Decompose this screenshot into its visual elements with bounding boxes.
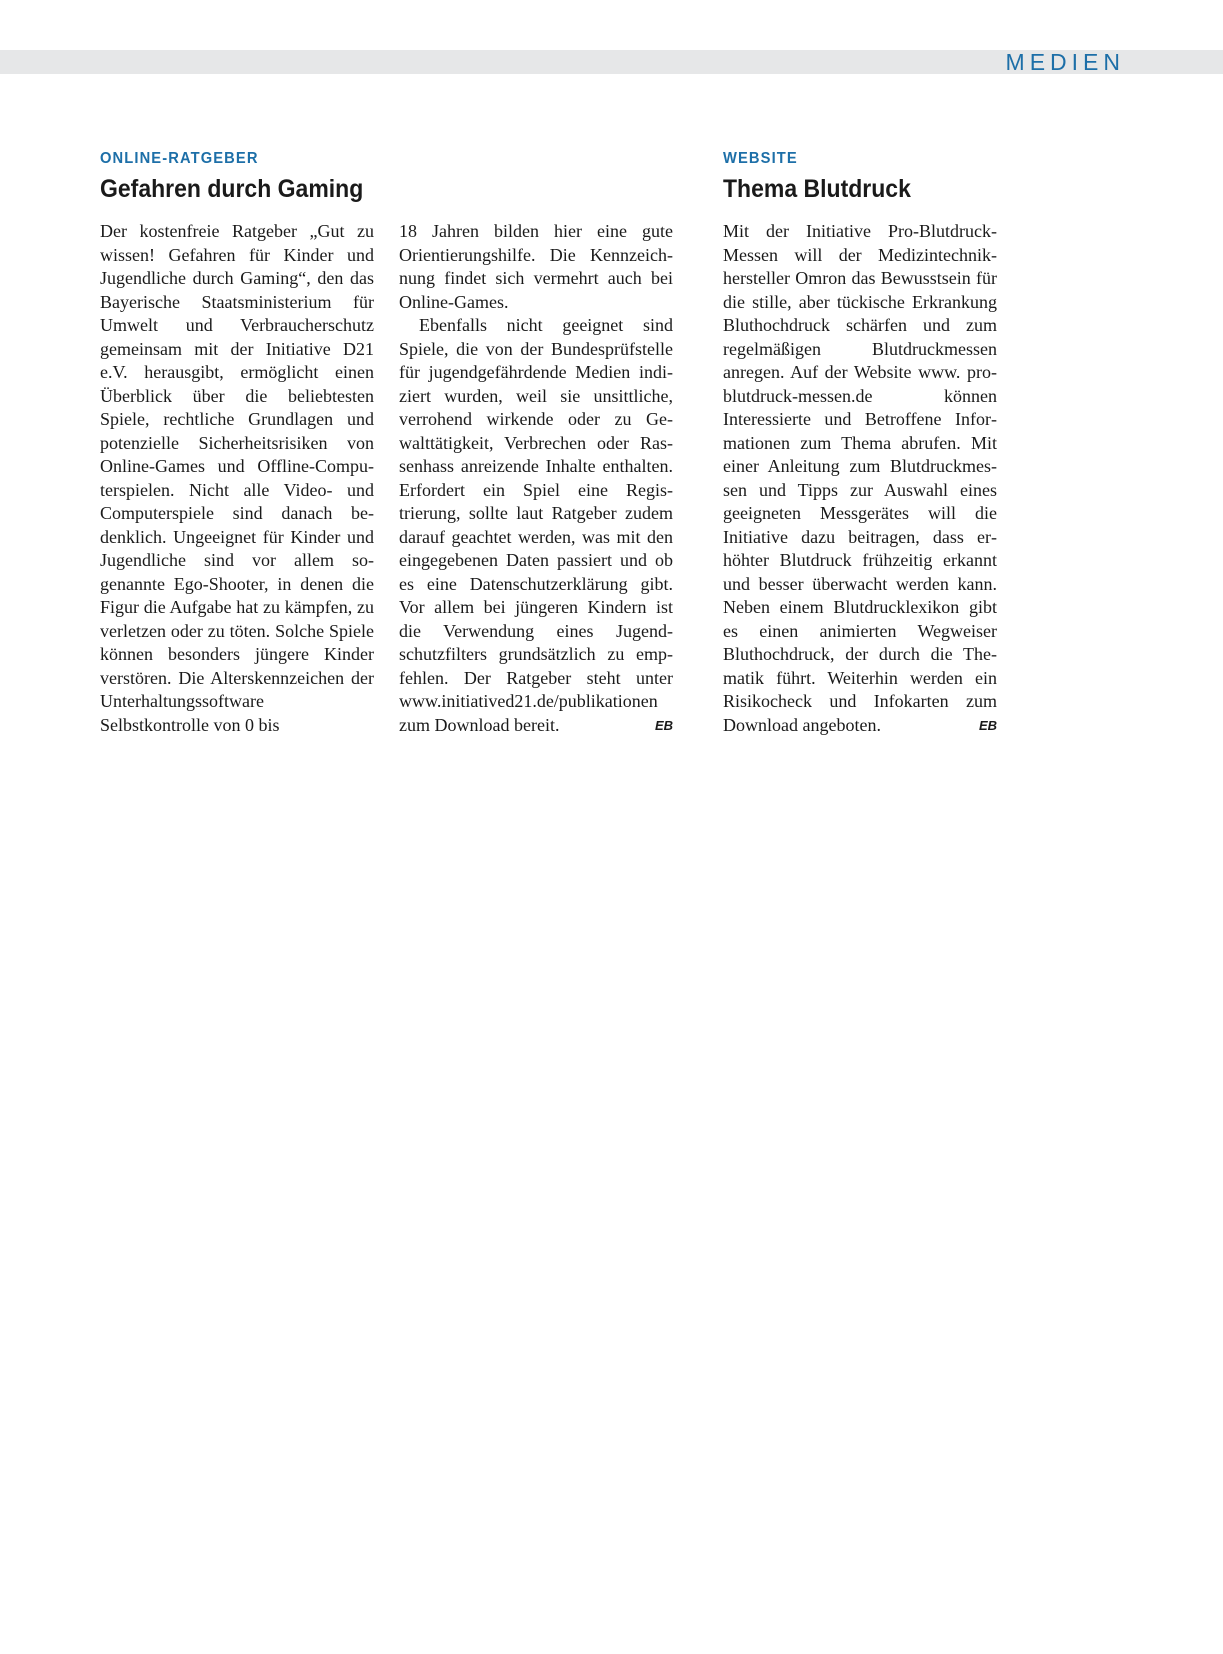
article-paragraph [723,220,997,737]
article-column [399,220,673,737]
section-label: MEDIEN [1005,49,1125,75]
article-paragraph-text: Ebenfalls nicht geeignet sind Spiele, die von der Bundesprüfstelle für jugendgefährdende Medien indiziert wurden, weil sie unsittliche, verrohend wirkende oder zu Gewalttätigkeit, Verbrechen oder Rassenhass anreizende Inhalte enthalten. Erfordert ein Spiel eine Registrierung, sollte laut Ratgeber zudem darauf geachtet werden, was mit den eingegebenen Daten passiert und ob es eine Datenschutzerklärung gibt. Vor allem bei jüngeren Kindern ist die Verwendung eines Jugendschutzfilters grundsätzlich zu empfehlen. Der Ratgeber steht unter www.initiatived21.de/publikationen zum Download bereit. [399,315,673,735]
article-headline: Gefahren durch Gaming [100,175,364,203]
article-paragraph-text: Mit der Initiative Pro-Blutdruck-Messen will der Medizintechnikhersteller Omron das Bewusstsein für die stille, aber tückische Erkrankung Bluthochdruck schärfen und zum regelmäßigen Blutdruckmessen anregen. Auf der Website www. pro-blutdruck-messen.de können Interessierte und Betroffene Informationen zum Thema abrufen. Mit einer Anleitung zum Blutdruckmessen und Tipps zur Auswahl eines geeigneten Messgerätes will die Initiative dazu beitragen, dass erhöhter Blutdruck frühzeitig erkannt und besser überwacht werden kann. Neben einem Blutdrucklexikon gibt es einen animierten Wegweiser Bluthochdruck, der durch die Thematik führt. Weiterhin werden ein Risikocheck und Infokarten zum Download angeboten. [723,221,997,735]
article-paragraph: Der kostenfreie Ratgeber „Gut zu wissen! Gefahren für Kinder und Jugendliche durch Gaming“, den das Bayerische Staatsministerium für Umwelt und Verbraucherschutz gemeinsam mit der Initiative D21 e.V. herausgibt, ermöglicht einen Überblick über die beliebtesten Spiele, rechtliche Grundlagen und potenzielle Sicherheitsrisiken von Online-Games und Offline-Computerspielen. Nicht alle Video- und Computerspiele sind danach bedenklich. Ungeeignet für Kinder und Jugendliche sind vor allem sogenannte Ego-Shooter, in denen die Figur die Aufgabe hat zu kämpfen, zu verletzen oder zu töten. Solche Spiele können besonders jüngere Kinder verstören. Die Alterskennzeichen der Unterhaltungssoftware Selbstkontrolle von 0 bis [100,221,374,735]
article-kicker: ONLINE-RATGEBER [100,150,259,167]
article-paragraph [399,314,673,737]
article-kicker: WEBSITE [723,150,798,167]
article-column [100,220,374,737]
author-initials: EB [654,717,673,733]
article-column [723,220,997,737]
author-initials: EB [978,717,997,733]
article-headline: Thema Blutdruck [723,175,911,203]
article-paragraph: 18 Jahren bilden hier eine gute Orientierungshilfe. Die Kennzeichnung findet sich vermehrt auch bei Online-Games. [399,221,673,312]
